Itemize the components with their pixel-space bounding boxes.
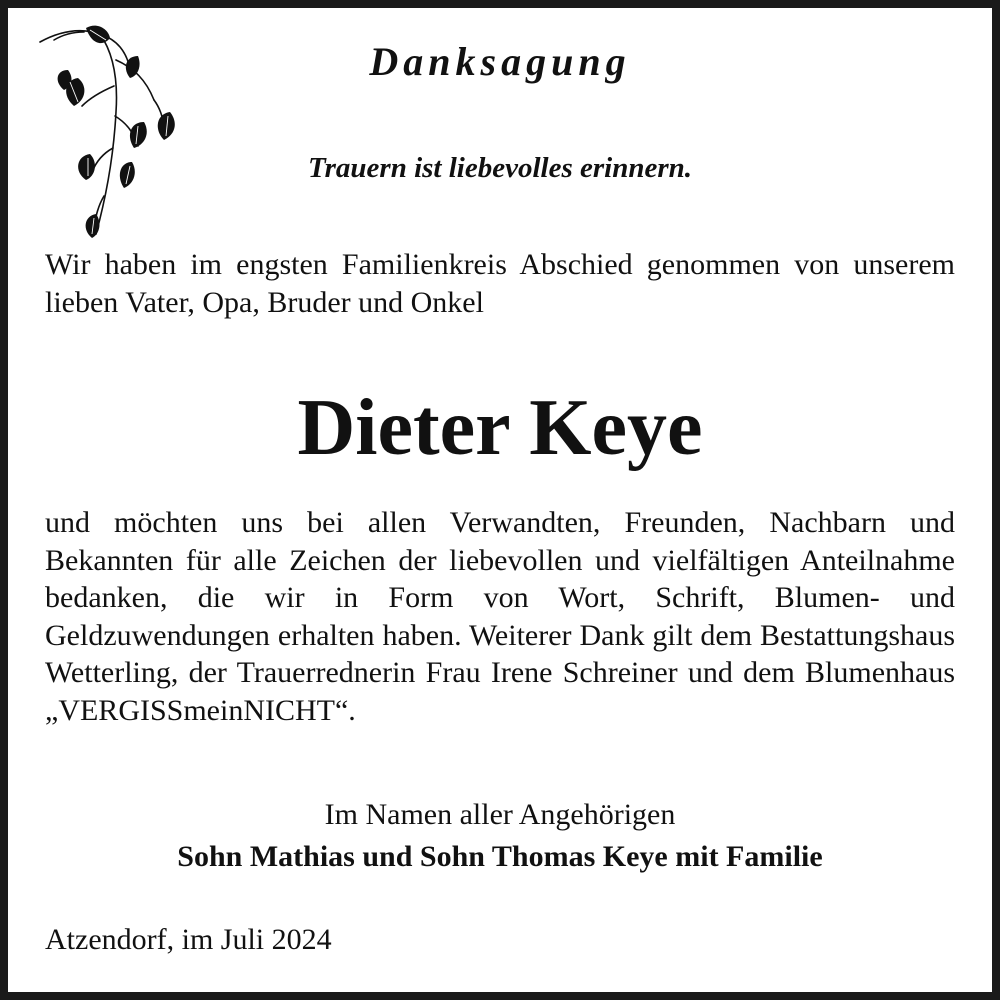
thanks-paragraph: und möchten uns bei allen Verwandten, Freunden, Nachbarn und Bekannten für alle Zeichen der liebevollen und vielfältigen Anteilnahme bedanken, die wir in Form von Wort, Schrift, Blumen- und Geldzuwendungen erhalten haben. Weiterer Dank gilt dem Bestattungshaus Wetterling, der Trauerrednerin Frau Irene Schreiner und dem Blumenhaus „VERGISSmeinNICHT“. xyxy=(45,506,955,727)
signoff-line: Im Namen aller Angehörigen xyxy=(324,798,676,831)
notice-motto: Trauern ist liebevolles erinnern. xyxy=(308,152,692,184)
place-date: Atzendorf, im Juli 2024 xyxy=(45,923,332,956)
deceased-name: Dieter Keye xyxy=(297,384,703,472)
signers-line: Sohn Mathias und Sohn Thomas Keye mit Familie xyxy=(177,840,823,873)
intro-paragraph: Wir haben im engsten Familienkreis Abschied genommen von unserem lieben Vater, Opa, Bruder und Onkel xyxy=(45,248,955,319)
notice-heading: Danksagung xyxy=(369,39,631,84)
